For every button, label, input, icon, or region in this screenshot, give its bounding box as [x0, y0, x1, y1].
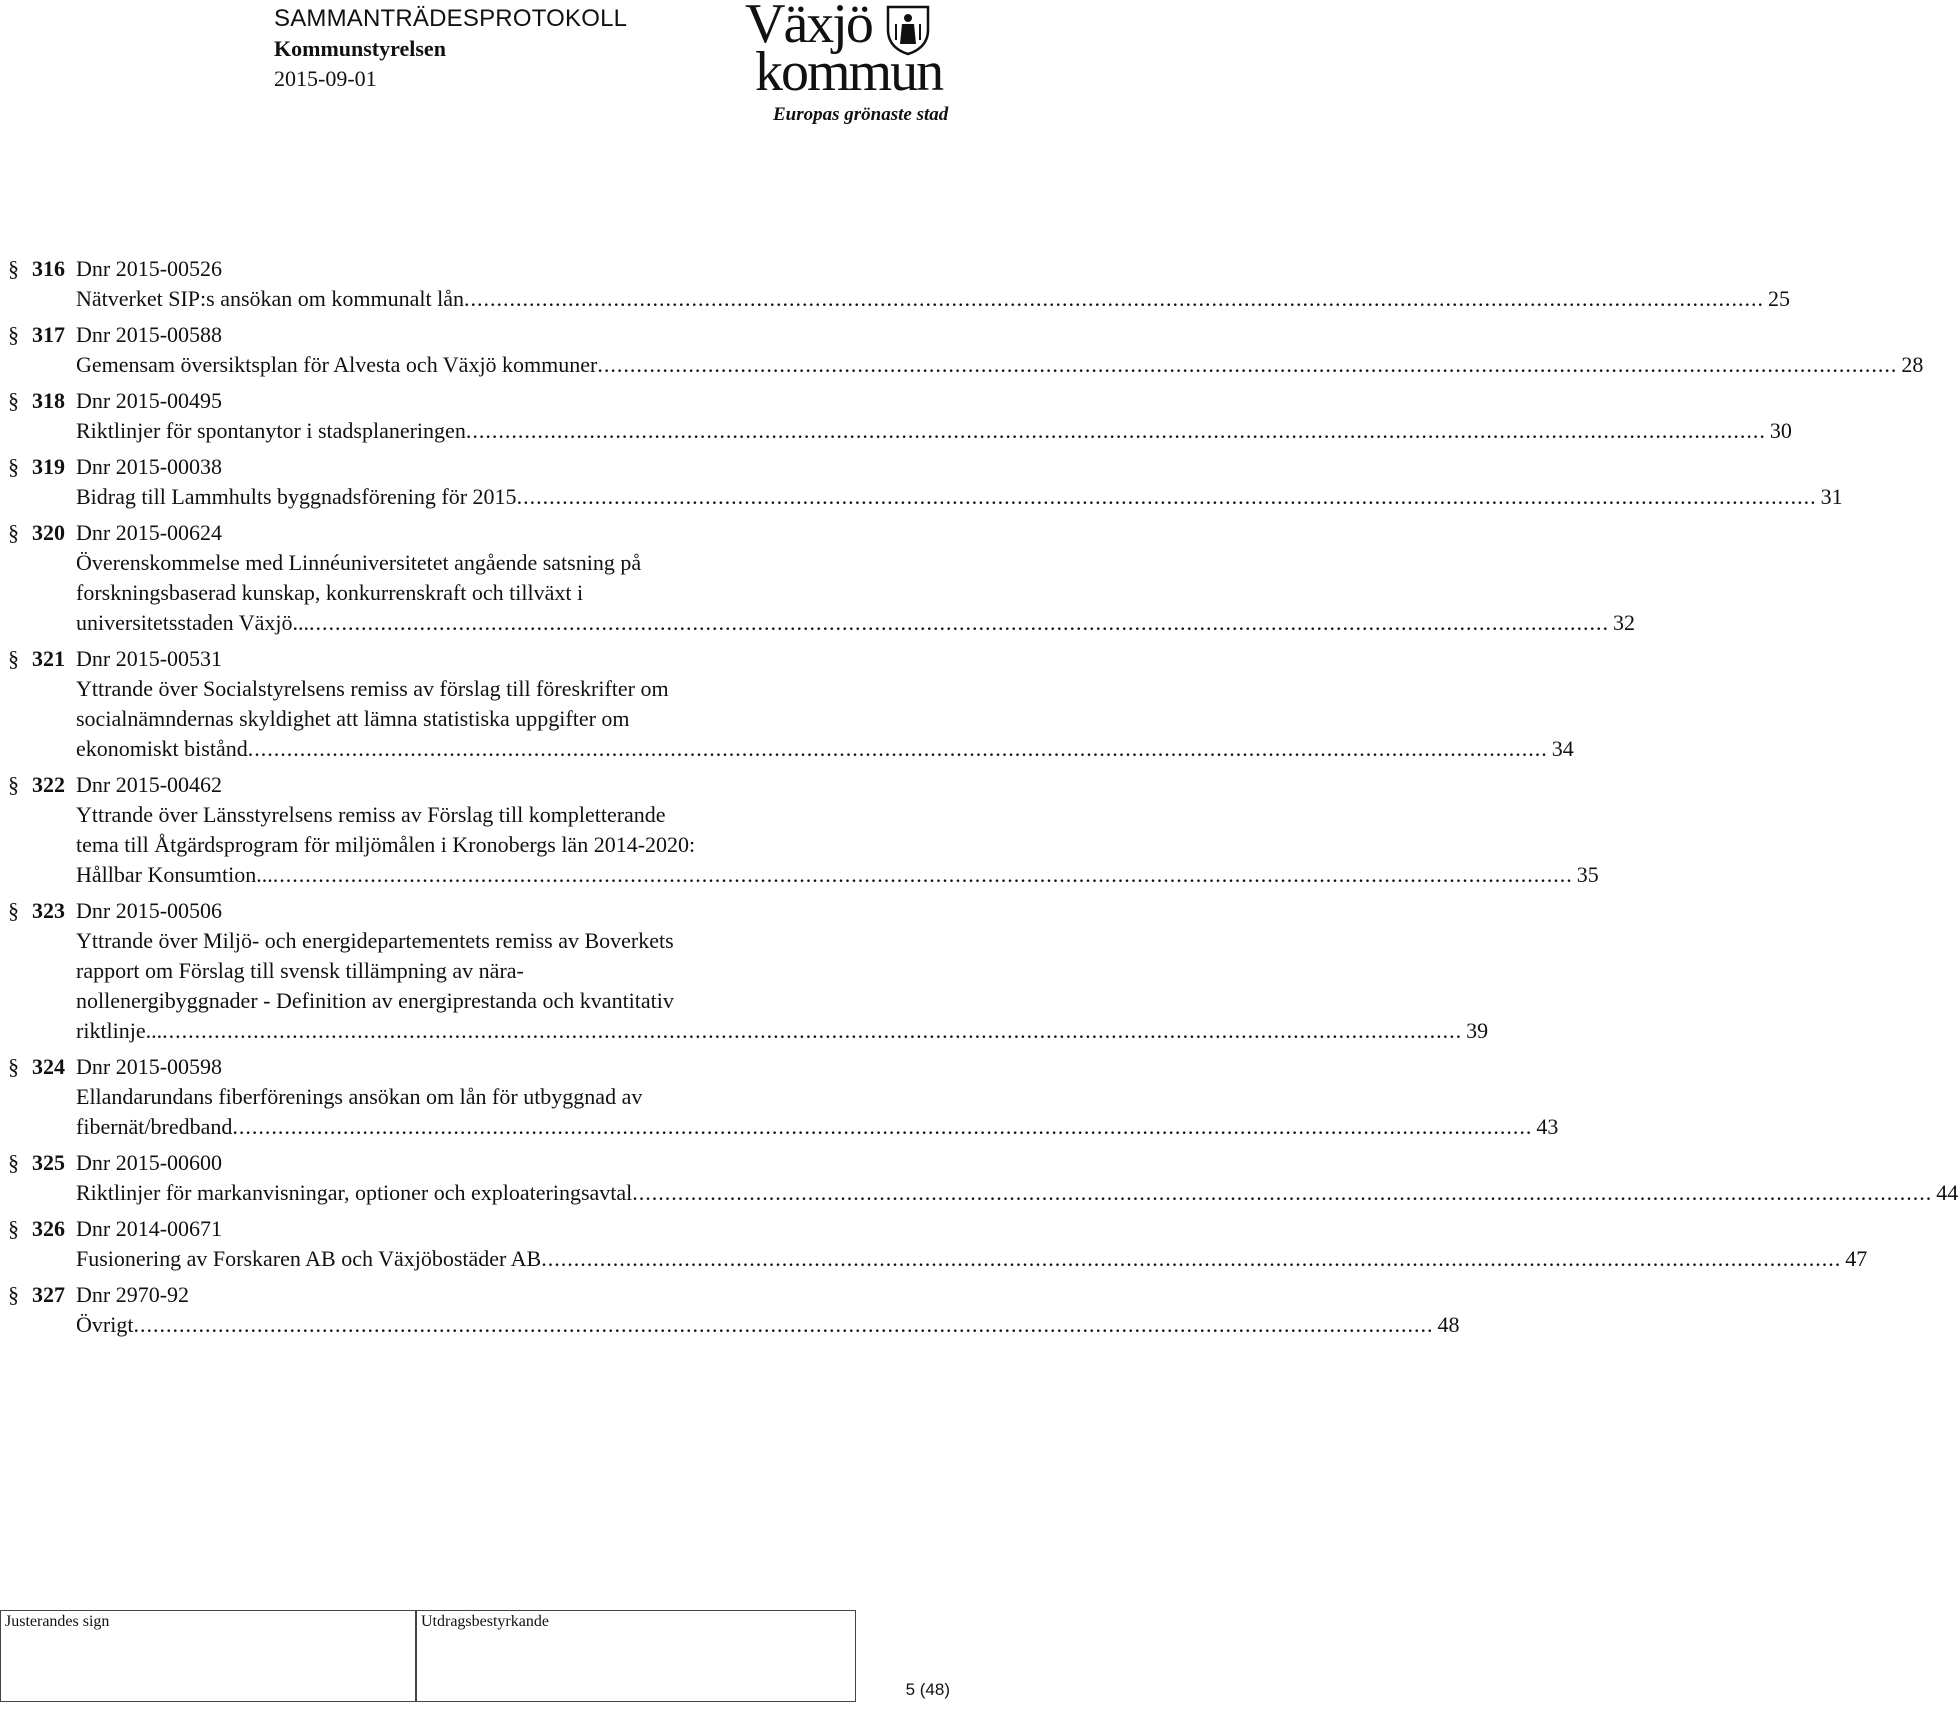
- toc-title-line: Bidrag till Lammhults byggnadsförening för 2015: [76, 484, 517, 509]
- logo-word-vaxjo: Växjö: [745, 0, 872, 55]
- dot-leader: [517, 482, 1817, 512]
- dot-leader: [632, 1178, 1932, 1208]
- paragraph-number: 327: [32, 1282, 65, 1307]
- toc-page-number: 30: [1769, 418, 1792, 443]
- paragraph-number: 316: [32, 256, 65, 281]
- toc-title-line: Yttrande över Socialstyrelsens remiss av förslag till föreskrifter om: [76, 676, 669, 701]
- toc-entry-heading: [0, 1052, 960, 1082]
- toc-entry: [0, 770, 1599, 890]
- section-symbol: §: [8, 388, 19, 413]
- toc-title-line: fibernät/bredband: [76, 1114, 233, 1139]
- toc-page-number: 48: [1437, 1312, 1460, 1337]
- toc-title-line: socialnämndernas skyldighet att lämna statistiska uppgifter om: [76, 706, 630, 731]
- toc-entry: [0, 320, 1924, 380]
- toc-title-line: universitetsstaden Växjö...: [76, 610, 309, 635]
- toc-entry-heading: [0, 644, 960, 674]
- toc-page-number: 43: [1536, 1114, 1559, 1139]
- toc-page-number: 31: [1820, 484, 1843, 509]
- section-symbol: §: [8, 322, 19, 347]
- document-type: SAMMANTRÄDESPROTOKOLL: [274, 5, 628, 32]
- toc-title-line: Hållbar Konsumtion...: [76, 862, 273, 887]
- toc-entry-heading: [0, 1148, 960, 1178]
- dot-leader: [248, 734, 1548, 764]
- toc-title-line: Övrigt: [76, 1312, 134, 1337]
- diary-number: Dnr 2015-00526: [76, 256, 223, 281]
- dot-leader: [464, 284, 1764, 314]
- toc-title-line: Ellandarundans fiberförenings ansökan om lån för utbyggnad av: [76, 1084, 643, 1109]
- toc-entry-heading: [0, 386, 960, 416]
- toc-entry-heading: [0, 1280, 960, 1310]
- signature-footer: [0, 1610, 960, 1712]
- toc-title-line: Riktlinjer för spontanytor i stadsplaneringen: [76, 418, 466, 443]
- toc-title-line: Överenskommelse med Linnéuniversitetet angående satsning på: [76, 550, 642, 575]
- toc-entry-heading: [0, 518, 960, 548]
- toc-page-number: 35: [1576, 862, 1599, 887]
- dot-leader: [541, 1244, 1841, 1274]
- section-symbol: §: [8, 454, 19, 479]
- diary-number: Dnr 2014-00671: [76, 1216, 223, 1241]
- justerandes-sign-label: Justerandes sign: [5, 1613, 110, 1630]
- diary-number: Dnr 2015-00495: [76, 388, 223, 413]
- toc-entry: [0, 644, 1574, 764]
- toc-entry: [0, 1052, 1559, 1142]
- section-symbol: §: [8, 772, 19, 797]
- toc-title-line: riktlinje...: [76, 1018, 163, 1043]
- toc-entry: [0, 1214, 1868, 1274]
- section-symbol: §: [8, 646, 19, 671]
- dot-leader: [466, 416, 1766, 446]
- toc-page-number: 28: [1901, 352, 1924, 377]
- toc-entry: [0, 1280, 1460, 1340]
- diary-number: Dnr 2015-00598: [76, 1054, 223, 1079]
- toc-title-line: Gemensam översiktsplan för Alvesta och Växjö kommuner: [76, 352, 598, 377]
- diary-number: Dnr 2970-92: [76, 1282, 190, 1307]
- section-symbol: §: [8, 520, 19, 545]
- diary-number: Dnr 2015-00531: [76, 646, 223, 671]
- paragraph-number: 326: [32, 1216, 65, 1241]
- dot-leader: [597, 350, 1897, 380]
- diary-number: Dnr 2015-00600: [76, 1150, 223, 1175]
- committee-name: Kommunstyrelsen: [274, 36, 446, 61]
- toc-entry: [0, 254, 1790, 314]
- paragraph-number: 317: [32, 322, 65, 347]
- paragraph-number: 325: [32, 1150, 65, 1175]
- dot-leader: [162, 1016, 1462, 1046]
- table-of-contents: [0, 254, 1958, 1346]
- section-symbol: §: [8, 1216, 19, 1241]
- dot-leader: [309, 608, 1609, 638]
- toc-page-number: 47: [1845, 1246, 1868, 1271]
- paragraph-number: 320: [32, 520, 65, 545]
- toc-entry: [0, 518, 1635, 638]
- toc-page-number: 39: [1466, 1018, 1489, 1043]
- paragraph-number: 319: [32, 454, 65, 479]
- paragraph-number: 321: [32, 646, 65, 671]
- dot-leader: [273, 860, 1573, 890]
- toc-title-line: Fusionering av Forskaren AB och Växjöbostäder AB: [76, 1246, 542, 1271]
- paragraph-number: 322: [32, 772, 65, 797]
- toc-title-line: nollenergibyggnader - Definition av energiprestanda och kvantitativ: [76, 988, 674, 1013]
- toc-page-number: 25: [1768, 286, 1790, 311]
- section-symbol: §: [8, 1282, 19, 1307]
- logo-word-kommun: kommun: [755, 41, 943, 103]
- toc-entry-heading: [0, 770, 960, 800]
- toc-entry-heading: [0, 254, 960, 284]
- toc-title-line: rapport om Förslag till svensk tillämpning av nära-: [76, 958, 524, 983]
- toc-title-line: Riktlinjer för markanvisningar, optioner och exploateringsavtal: [76, 1180, 633, 1205]
- toc-entry: [0, 452, 1843, 512]
- dot-leader: [232, 1112, 1532, 1142]
- toc-entry: [0, 896, 1489, 1046]
- toc-entry-heading: [0, 1214, 960, 1244]
- toc-title-line: ekonomiskt bistånd: [76, 736, 248, 761]
- dot-leader: [133, 1310, 1433, 1340]
- section-symbol: §: [8, 1054, 19, 1079]
- toc-title-line: Yttrande över Länsstyrelsens remiss av Förslag till kompletterande: [76, 802, 666, 827]
- toc-page-number: 32: [1613, 610, 1635, 635]
- section-symbol: §: [8, 256, 19, 281]
- justerandes-sign-box: [0, 1610, 416, 1702]
- diary-number: Dnr 2015-00506: [76, 898, 223, 923]
- diary-number: Dnr 2015-00462: [76, 772, 223, 797]
- toc-title-line: Nätverket SIP:s ansökan om kommunalt lån: [76, 286, 464, 311]
- paragraph-number: 324: [32, 1054, 65, 1079]
- toc-entry: [0, 386, 1792, 446]
- toc-entry: [0, 1148, 1958, 1208]
- diary-number: Dnr 2015-00624: [76, 520, 223, 545]
- logo-tagline: Europas grönaste stad: [773, 104, 949, 125]
- paragraph-number: 318: [32, 388, 65, 413]
- diary-number: Dnr 2015-00038: [76, 454, 223, 479]
- toc-page-number: 44: [1936, 1180, 1958, 1205]
- toc-entry-heading: [0, 896, 960, 926]
- toc-entry-heading: [0, 452, 960, 482]
- diary-number: Dnr 2015-00588: [76, 322, 223, 347]
- section-symbol: §: [8, 898, 19, 923]
- page-number: 5 (48): [905, 1680, 950, 1699]
- vaxjo-kommun-logo: [745, 0, 960, 130]
- toc-title-line: tema till Åtgärdsprogram för miljömålen i Kronobergs län 2014-2020:: [76, 832, 696, 857]
- toc-title-line: forskningsbaserad kunskap, konkurrenskraft och tillväxt i: [76, 580, 584, 605]
- meeting-date: 2015-09-01: [274, 66, 377, 91]
- document-header: [274, 4, 627, 94]
- toc-entry-heading: [0, 320, 960, 350]
- utdragsbestyrkande-box: [416, 1610, 856, 1702]
- toc-page-number: 34: [1551, 736, 1574, 761]
- toc-title-line: Yttrande över Miljö- och energidepartementets remiss av Boverkets: [76, 928, 674, 953]
- utdragsbestyrkande-label: Utdragsbestyrkande: [421, 1613, 549, 1630]
- section-symbol: §: [8, 1150, 19, 1175]
- paragraph-number: 323: [32, 898, 65, 923]
